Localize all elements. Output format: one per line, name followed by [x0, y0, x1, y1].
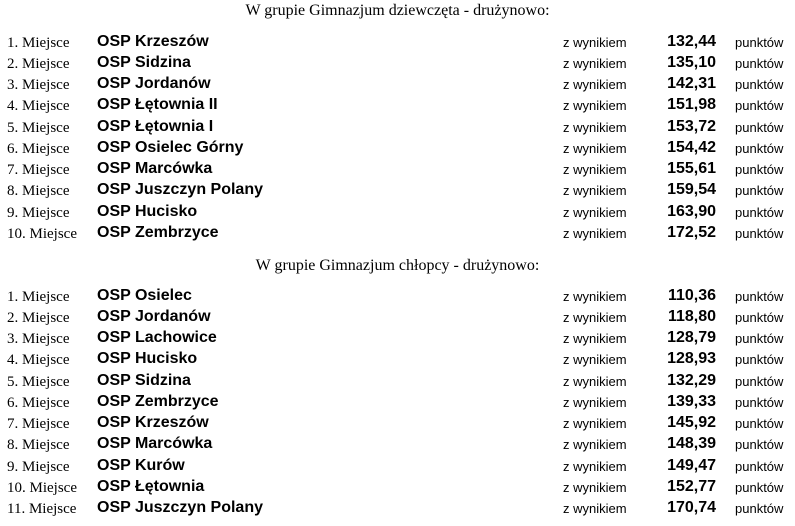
with-result-label: z wynikiem: [563, 289, 627, 304]
table-row: [0, 412, 795, 433]
table-row: [0, 327, 795, 348]
table-row: [0, 52, 795, 73]
with-result-label: z wynikiem: [563, 437, 627, 452]
points-unit: punktów: [735, 501, 784, 516]
points-unit: punktów: [735, 35, 784, 50]
team-name: OSP Łętownia I: [97, 118, 214, 135]
score-value: 128,79: [667, 329, 716, 346]
points-unit: punktów: [735, 310, 784, 325]
table-row: [0, 370, 795, 391]
place-label: 10. Miejsce: [7, 480, 77, 496]
with-result-label: z wynikiem: [563, 352, 627, 367]
team-name: OSP Jordanów: [97, 308, 211, 325]
score-value: 132,29: [667, 372, 716, 389]
table-row: [0, 201, 795, 222]
points-unit: punktów: [735, 289, 784, 304]
place-label: 2. Miejsce: [7, 56, 70, 72]
place-label: 5. Miejsce: [7, 374, 70, 390]
points-unit: punktów: [735, 459, 784, 474]
place-label: 10. Miejsce: [7, 226, 77, 242]
girls-section-title: W grupie Gimnazjum dziewczęta - drużynowo:: [245, 2, 550, 19]
score-value: 142,31: [667, 75, 716, 92]
team-name: OSP Kurów: [97, 457, 185, 474]
points-unit: punktów: [735, 98, 784, 113]
team-name: OSP Lachowice: [97, 329, 217, 346]
with-result-label: z wynikiem: [563, 395, 627, 410]
score-value: 132,44: [667, 33, 716, 50]
place-label: 1. Miejsce: [7, 289, 70, 305]
table-row: [0, 222, 795, 243]
points-unit: punktów: [735, 205, 784, 220]
points-unit: punktów: [735, 374, 784, 389]
with-result-label: z wynikiem: [563, 120, 627, 135]
score-value: 153,72: [667, 118, 716, 135]
score-value: 139,33: [667, 393, 716, 410]
with-result-label: z wynikiem: [563, 416, 627, 431]
with-result-label: z wynikiem: [563, 35, 627, 50]
score-value: 155,61: [667, 160, 716, 177]
place-label: 4. Miejsce: [7, 98, 70, 114]
place-label: 3. Miejsce: [7, 77, 70, 93]
score-value: 145,92: [667, 414, 716, 431]
score-value: 128,93: [667, 350, 716, 367]
points-unit: punktów: [735, 437, 784, 452]
team-name: OSP Łętownia II: [97, 96, 218, 113]
table-row: [0, 158, 795, 179]
table-row: [0, 391, 795, 412]
score-value: 148,39: [667, 435, 716, 452]
table-row: [0, 348, 795, 369]
points-unit: punktów: [735, 480, 784, 495]
with-result-label: z wynikiem: [563, 183, 627, 198]
table-row: [0, 433, 795, 454]
team-name: OSP Juszczyn Polany: [97, 181, 263, 198]
place-label: 2. Miejsce: [7, 310, 70, 326]
score-value: 110,36: [667, 287, 716, 304]
with-result-label: z wynikiem: [563, 56, 627, 71]
team-name: OSP Łętownia: [97, 478, 205, 495]
team-name: OSP Osielec Górny: [97, 139, 244, 156]
table-row: [0, 179, 795, 200]
team-name: OSP Hucisko: [97, 203, 198, 220]
points-unit: punktów: [735, 395, 784, 410]
with-result-label: z wynikiem: [563, 98, 627, 113]
with-result-label: z wynikiem: [563, 205, 627, 220]
team-name: OSP Hucisko: [97, 350, 198, 367]
with-result-label: z wynikiem: [563, 480, 627, 495]
team-name: OSP Marcówka: [97, 435, 213, 452]
team-name: OSP Krzeszów: [97, 33, 209, 50]
place-label: 6. Miejsce: [7, 141, 70, 157]
with-result-label: z wynikiem: [563, 226, 627, 241]
score-value: 135,10: [667, 54, 716, 71]
place-label: 8. Miejsce: [7, 437, 70, 453]
points-unit: punktów: [735, 120, 784, 135]
place-label: 9. Miejsce: [7, 459, 70, 475]
with-result-label: z wynikiem: [563, 310, 627, 325]
points-unit: punktów: [735, 141, 784, 156]
score-value: 172,52: [667, 224, 716, 241]
points-unit: punktów: [735, 162, 784, 177]
team-name: OSP Krzeszów: [97, 414, 209, 431]
score-value: 159,54: [667, 181, 716, 198]
score-value: 170,74: [667, 499, 716, 516]
team-name: OSP Osielec: [97, 287, 192, 304]
score-value: 154,42: [667, 139, 716, 156]
with-result-label: z wynikiem: [563, 77, 627, 92]
table-row: [0, 476, 795, 497]
with-result-label: z wynikiem: [563, 162, 627, 177]
points-unit: punktów: [735, 352, 784, 367]
team-name: OSP Sidzina: [97, 372, 191, 389]
score-value: 149,47: [667, 457, 716, 474]
table-row: [0, 306, 795, 327]
boys-section-title: W grupie Gimnazjum chłopcy - drużynowo:: [255, 257, 540, 274]
place-label: 11. Miejsce: [7, 501, 77, 517]
score-value: 152,77: [667, 478, 716, 495]
with-result-label: z wynikiem: [563, 331, 627, 346]
place-label: 4. Miejsce: [7, 352, 70, 368]
with-result-label: z wynikiem: [563, 374, 627, 389]
table-row: [0, 116, 795, 137]
with-result-label: z wynikiem: [563, 459, 627, 474]
place-label: 1. Miejsce: [7, 35, 70, 51]
with-result-label: z wynikiem: [563, 501, 627, 516]
team-name: OSP Zembrzyce: [97, 393, 219, 410]
with-result-label: z wynikiem: [563, 141, 627, 156]
score-value: 151,98: [667, 96, 716, 113]
points-unit: punktów: [735, 77, 784, 92]
points-unit: punktów: [735, 416, 784, 431]
place-label: 8. Miejsce: [7, 183, 70, 199]
place-label: 7. Miejsce: [7, 162, 70, 178]
place-label: 7. Miejsce: [7, 416, 70, 432]
place-label: 3. Miejsce: [7, 331, 70, 347]
table-row: [0, 94, 795, 115]
table-row: [0, 137, 795, 158]
team-name: OSP Juszczyn Polany: [97, 499, 263, 516]
table-row: [0, 455, 795, 476]
points-unit: punktów: [735, 183, 784, 198]
points-unit: punktów: [735, 226, 784, 241]
team-name: OSP Marcówka: [97, 160, 213, 177]
place-label: 9. Miejsce: [7, 205, 70, 221]
table-row: [0, 31, 795, 52]
team-name: OSP Jordanów: [97, 75, 211, 92]
points-unit: punktów: [735, 331, 784, 346]
score-value: 118,80: [667, 308, 716, 325]
team-name: OSP Zembrzyce: [97, 224, 219, 241]
table-row: [0, 497, 795, 518]
score-value: 163,90: [667, 203, 716, 220]
table-row: [0, 73, 795, 94]
place-label: 5. Miejsce: [7, 120, 70, 136]
place-label: 6. Miejsce: [7, 395, 70, 411]
table-row: [0, 285, 795, 306]
team-name: OSP Sidzina: [97, 54, 191, 71]
points-unit: punktów: [735, 56, 784, 71]
